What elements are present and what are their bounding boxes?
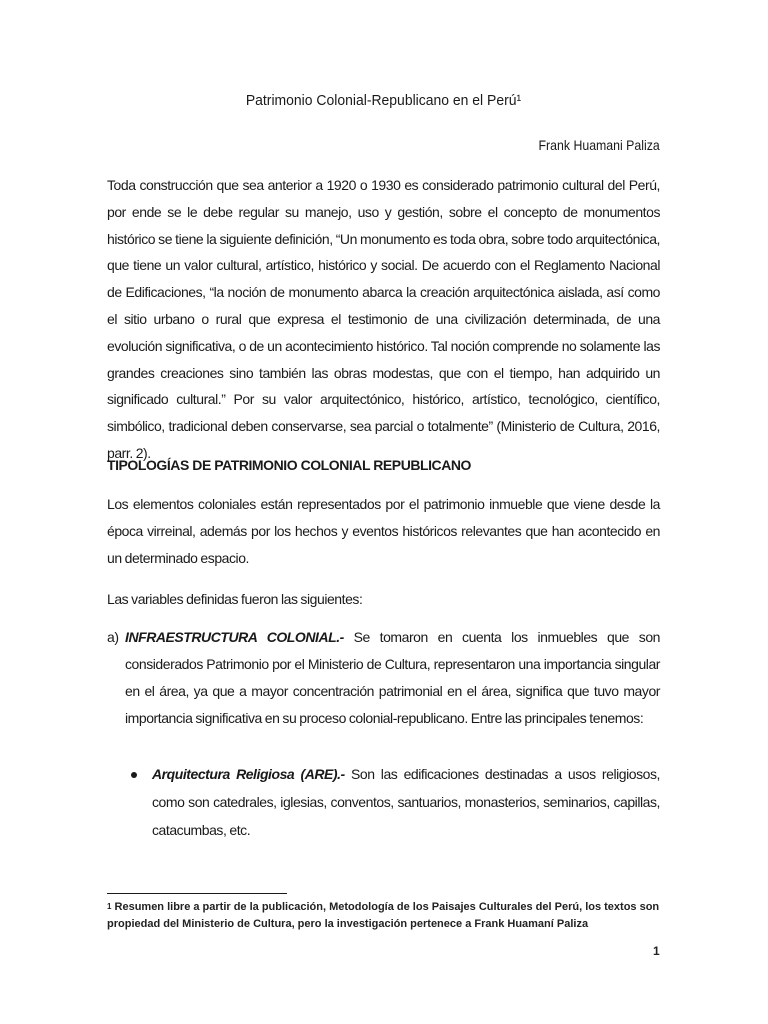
footnote-text: Resumen libre a partir de la publicación, Metodología de los Paisajes Culturales del Perú, los textos son propiedad del Ministerio de Cultura, pero la investigación pertenece a Frank Huamaní Paliza [107, 901, 660, 930]
list-item-a [107, 624, 660, 732]
footnote-marker: 1 [107, 902, 112, 911]
list-item-body [125, 624, 660, 732]
list-item-text: Se tomaron en cuenta los inmuebles que son considerados Patrimonio por el Ministerio de Cultura, representaron una importancia singular en el área, ya que a mayor concentración patrimonial en el área, significa que tuvo mayor importancia significativa en su proceso colonial-republicano. Entre las principales tenemos: [125, 629, 660, 726]
author-name: Frank Huamani Paliza [538, 137, 660, 153]
intro-paragraph: Toda construcción que sea anterior a 1920 o 1930 es considerado patrimonio cultural del Perú, por ende se le debe regular su manejo, uso y gestión, sobre el concepto de monumentos histórico se tiene la siguiente definición, “Un monumento es toda obra, sobre todo arquitectónica, que tiene un valor cultural, artístico, histórico y social. De acuerdo con el Reglamento Nacional de Edificaciones, “la noción de monumento abarca la creación arquitectónica aislada, así como el sitio urbano o rural que expresa el testimonio de una civilización determinada, de una evolución significativa, o de un acontecimiento histórico. Tal noción comprende no solamente las grandes creaciones sino también las obras modestas, que con el tiempo, han adquirido un significado cultural.” Por su valor arquitectónico, histórico, artístico, tecnológico, científico, simbólico, tradicional deben conservarse, sea parcial o totalmente” (Ministerio de Cultura, 2016, parr. 2). [107, 177, 660, 461]
variables-intro: Las variables definidas fueron las siguientes: [107, 591, 363, 607]
section-heading: TIPOLOGÍAS DE PATRIMONIO COLONIAL REPUBLICANO [107, 457, 471, 473]
bullet-item-term: Arquitectura Religiosa (ARE).- [152, 766, 345, 782]
bullet-item-text: Son las edificaciones destinadas a usos religiosos, como son catedrales, iglesias, conventos, santuarios, monasterios, seminarios, capillas, catacumbas, etc. [152, 766, 660, 838]
document-title: Patrimonio Colonial-Republicano en el Perú¹ [245, 92, 522, 109]
bullet-icon [131, 772, 137, 778]
bullet-item-body [152, 760, 660, 844]
footnote-divider [107, 893, 287, 894]
page-number: 1 [653, 944, 660, 958]
bullet-item [107, 760, 660, 844]
footnote [107, 899, 660, 933]
elements-paragraph: Los elementos coloniales están representados por el patrimonio inmueble que viene desde la época virreinal, además por los hechos y eventos históricos relevantes que han acontecido en un determinado espacio. [107, 496, 660, 566]
list-marker: a) [107, 629, 119, 645]
list-item-term: INFRAESTRUCTURA COLONIAL.- [125, 629, 344, 645]
